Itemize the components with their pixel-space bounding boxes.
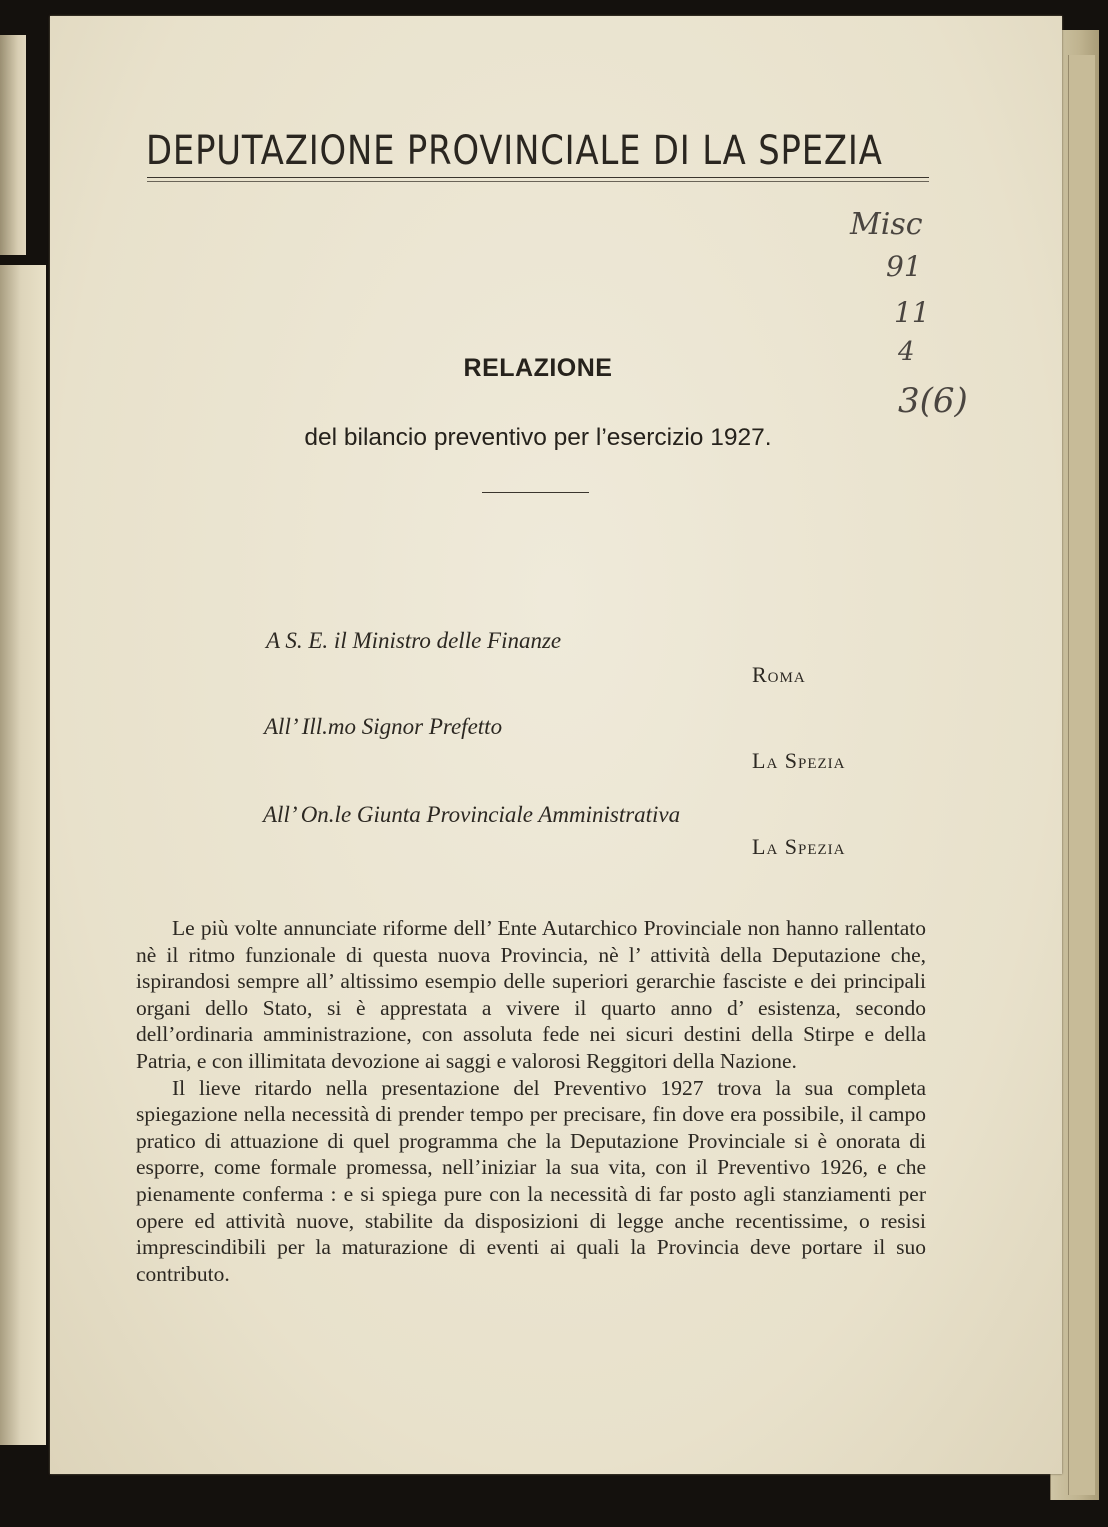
section-divider <box>482 492 589 493</box>
handwritten-line-4: 4 <box>898 337 915 367</box>
addressee-2: All’ Ill.mo Signor Prefetto <box>264 714 503 739</box>
handwritten-line-3: 11 <box>894 296 930 329</box>
document-subheading: del bilancio preventivo per l’esercizio 1927. <box>304 424 772 451</box>
addressee-1: A S. E. il Ministro delle Finanze <box>266 628 562 653</box>
addressee-2-city: La Spezia <box>752 748 846 773</box>
header-rule <box>147 177 929 178</box>
binding-strip-top <box>0 35 26 255</box>
body-paragraph-1: Le più volte annunciate riforme dell’ Ente Autarchico Provinciale non hanno rallentato nè il ritmo funzionale di questa nuova Provincia, nè l’ attività della Deputazione che, ispirandosi sempre all’ altissimo esempio delle superiori gerarchie fasciste e dei principali organi dello Stato, si è apprestata a vivere il quarto anno d’ esistenza, secondo dell’ordinaria amministrazione, con assoluta fede nei sicuri destini della Stirpe e della Patria, e con illimitata devozione ai saggi e valorosi Reggitori della Nazione. <box>136 916 926 1073</box>
header-rule-thin <box>147 181 929 182</box>
addressee-3-city: La Spezia <box>752 834 846 859</box>
body-paragraph-2: Il lieve ritardo nella presentazione del Preventivo 1927 trova la sua completa spiegazione nella necessità di prender tempo per precisare, fin dove era possibile, il campo pratico di attuazione di quel programma che la Deputazione Provinciale si è onorata di esporre, come formale promessa, nell’iniziar la sua vita, con il Preventivo 1926, e che pienamente conferma : e si spiega pure con la necessità di far posto agli stanziamenti per opere ed attività nuove, stabilite da disposizioni di legge anche recentissime, o resisi imprescindibili per la maturazione di eventi ai quali la Provincia deve portare il suo contributo. <box>136 1075 926 1286</box>
handwritten-line-5: 3(6) <box>898 381 968 421</box>
document-heading: RELAZIONE <box>463 354 613 382</box>
handwritten-archive-note <box>838 200 1008 440</box>
body-text <box>136 915 926 1287</box>
binding-strip <box>0 265 46 1445</box>
addressee-1-city: Roma <box>752 662 806 687</box>
page-header-title: DEPUTAZIONE PROVINCIALE DI LA SPEZIA <box>146 128 883 174</box>
handwritten-line-1: Misc <box>850 207 923 242</box>
underlying-page-edge-2 <box>1068 55 1095 1495</box>
handwritten-line-2: 91 <box>886 250 922 283</box>
addressee-3: All’ On.le Giunta Provinciale Amministrativa <box>263 802 681 827</box>
